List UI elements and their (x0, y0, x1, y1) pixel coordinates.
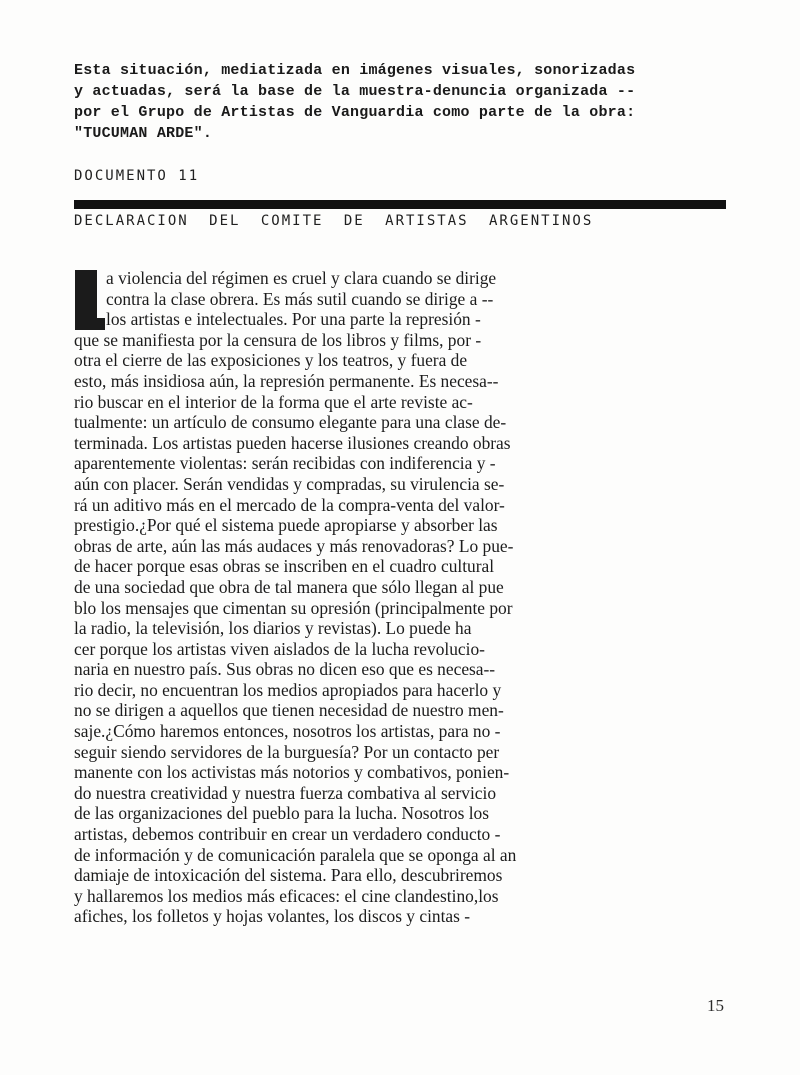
body-line: los artistas e intelectuales. Por una parte la represión - (106, 309, 481, 330)
intro-line: Esta situación, mediatizada en imágenes visuales, sonorizadas (74, 62, 636, 79)
declaration-heading: DECLARACION DEL COMITE DE ARTISTAS ARGENTINOS (74, 213, 594, 229)
body-line: la radio, la televisión, los diarios y revistas). Lo puede ha (74, 618, 472, 639)
intro-paragraph (74, 60, 734, 144)
page-number: 15 (707, 996, 724, 1015)
body-line: y hallaremos los medios más eficaces: el cine clandestino,los (74, 885, 499, 906)
body-line: esto, más insidiosa aún, la represión permanente. Es necesa-- (74, 370, 499, 391)
body-line: damiaje de intoxicación del sistema. Para ello, descubriremos (74, 865, 503, 886)
body-line: no se dirigen a aquellos que tienen necesidad de nuestro men- (74, 700, 504, 721)
intro-line: por el Grupo de Artistas de Vanguardia como parte de la obra: (74, 104, 636, 121)
body-line: naria en nuestro país. Sus obras no dicen eso que es necesa-- (74, 659, 496, 680)
body-line: de las organizaciones del pueblo para la lucha. Nosotros los (74, 803, 489, 824)
document-label: DOCUMENTO 11 (74, 168, 200, 184)
body-line: de hacer porque esas obras se inscriben en el cuadro cultural (74, 556, 495, 577)
body-line: rio decir, no encuentran los medios apropiados para hacerlo y (74, 679, 502, 700)
body-line: terminada. Los artistas pueden hacerse ilusiones creando obras (74, 432, 511, 453)
body-line: tualmente: un artículo de consumo elegante para una clase de- (74, 412, 507, 433)
body-line: a violencia del régimen es cruel y clara cuando se dirige (106, 268, 497, 288)
body-line: afiches, los folletos y hojas volantes, los discos y cintas - (74, 906, 471, 927)
body-line: manente con los activistas más notorios y combativos, ponien- (74, 762, 510, 783)
declaration-body (74, 268, 734, 927)
body-line: aún con placer. Serán vendidas y compradas, su virulencia se- (74, 473, 505, 494)
body-line: de una sociedad que obra de tal manera que sólo llegan al pue (74, 576, 504, 597)
body-line: saje.¿Cómo haremos entonces, nosotros los artistas, para no - (74, 721, 501, 742)
body-line: blo los mensajes que cimentan su opresión (principalmente por (74, 597, 513, 618)
body-line: cer porque los artistas viven aislados de la lucha revolucio- (74, 638, 485, 659)
body-line: prestigio.¿Por qué el sistema puede apropiarse y absorber las (74, 515, 498, 536)
body-line: otra el cierre de las exposiciones y los teatros, y fuera de (74, 350, 468, 371)
intro-line: "TUCUMAN ARDE". (74, 125, 213, 142)
body-line: de información y de comunicación paralela que se oponga al an (74, 844, 517, 865)
body-line: artistas, debemos contribuir en crear un verdadero conducto - (74, 824, 501, 845)
body-line: rá un aditivo más en el mercado de la compra-venta del valor- (74, 494, 505, 515)
heading-rule (74, 200, 726, 209)
body-line: rio buscar en el interior de la forma que el arte reviste ac- (74, 391, 473, 412)
body-line: contra la clase obrera. Es más sutil cuando se dirige a -- (106, 288, 494, 309)
body-line: aparentemente violentas: serán recibidas con indiferencia y - (74, 453, 496, 474)
body-line: seguir siendo servidores de la burguesía? Por un contacto per (74, 741, 500, 762)
intro-line: y actuadas, será la base de la muestra-denuncia organizada -- (74, 83, 636, 100)
body-line: obras de arte, aún las más audaces y más renovadoras? Lo pue- (74, 535, 514, 556)
body-line: que se manifiesta por la censura de los libros y films, por - (74, 329, 482, 350)
body-line: do nuestra creatividad y nuestra fuerza combativa al servicio (74, 782, 497, 803)
